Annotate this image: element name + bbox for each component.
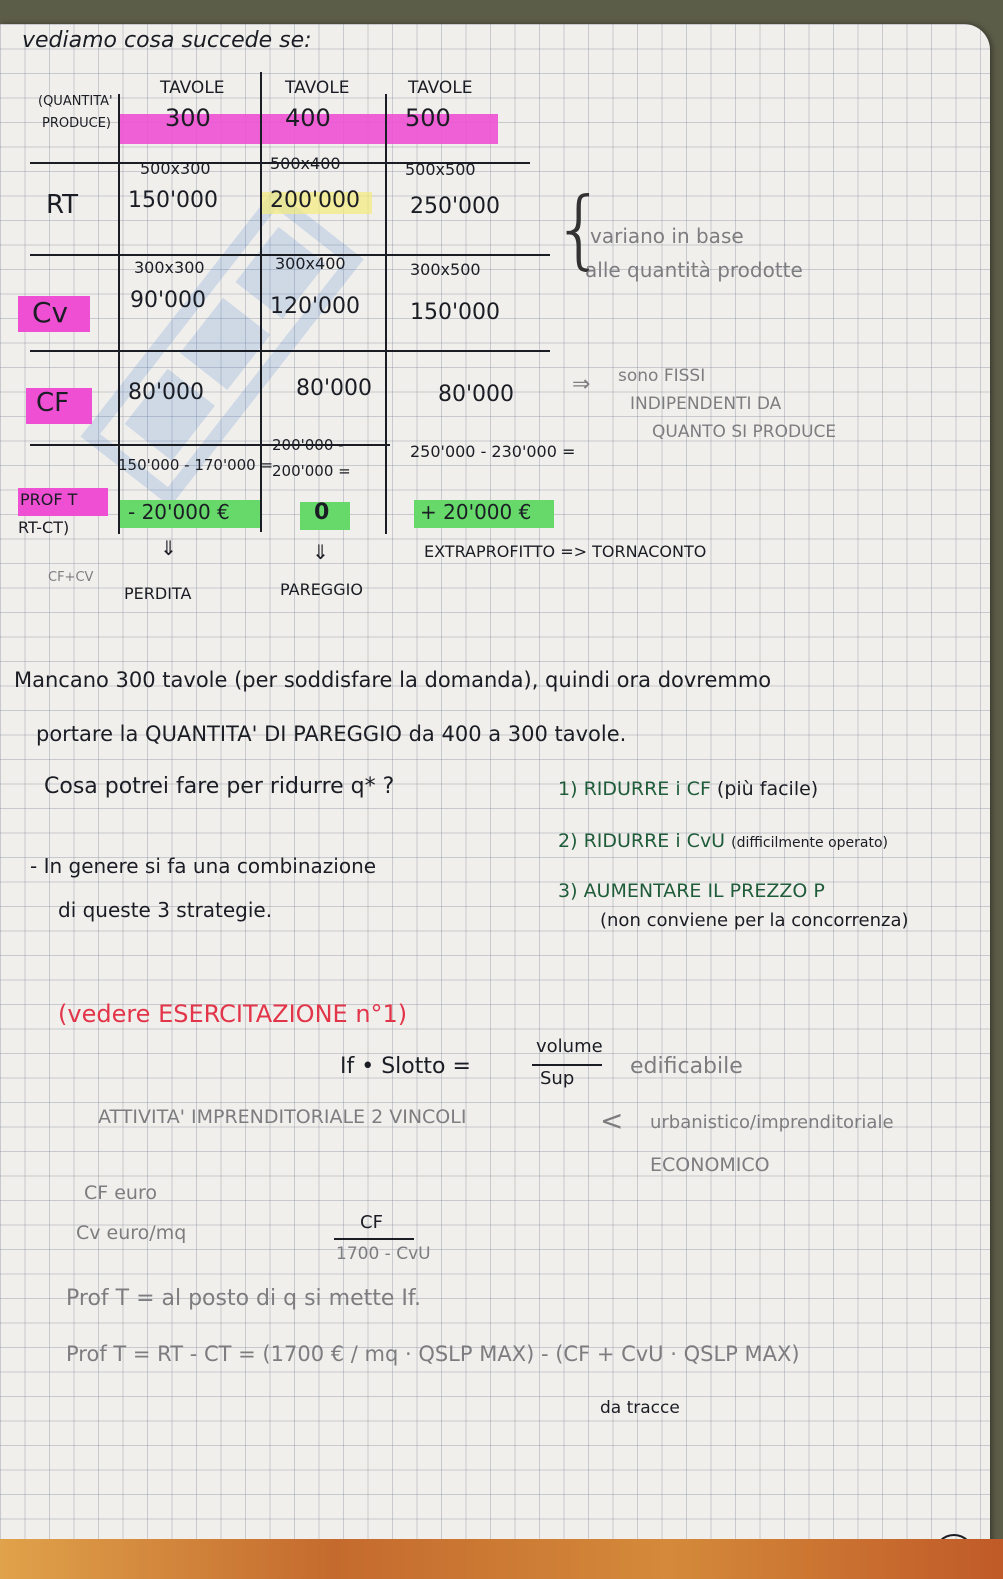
outcome-1: PERDITA [124, 584, 192, 603]
fixed-note-2: INDIPENDENTI DA [630, 394, 782, 414]
profit-formula-3: 250'000 - 230'000 = [410, 442, 576, 461]
rt-value-3: 250'000 [410, 194, 501, 219]
profit-value-2: 0 [314, 500, 330, 525]
profit-formula-2: 200'000 - 200'000 = [272, 436, 351, 480]
strategy-1 [558, 778, 818, 800]
intro-text: vediamo cosa succede se: [22, 28, 312, 53]
cf-unit: CF euro [84, 1182, 157, 1204]
table-divider [385, 94, 387, 534]
cv-value-2: 120'000 [270, 294, 361, 319]
down-arrow-icon: ⇓ [312, 540, 329, 564]
fixed-note-1: sono FISSI [618, 366, 706, 386]
vincolo-1: urbanistico/imprenditoriale [650, 1112, 894, 1133]
if-formula-den: Sup [540, 1068, 575, 1089]
profit-label-formula: RT-CT) [18, 518, 70, 537]
notebook-page [0, 24, 990, 1579]
column-value-2: 400 [285, 104, 331, 132]
strategy-2-text: RIDURRE i CvU [583, 830, 726, 852]
rt-formula-1: 500x300 [140, 159, 211, 178]
paragraph-line-3: Cosa potrei fare per ridurre q* ? [44, 774, 395, 799]
if-formula-num: volume [536, 1036, 603, 1057]
strategy-2-num: 2) [558, 830, 578, 852]
combination-line-1: - In genere si fa una combinazione [30, 854, 377, 878]
profit-label-note: CF+CV [48, 570, 94, 585]
rt-formula-3: 500x500 [405, 160, 476, 179]
exercise-reference: (vedere ESERCITAZIONE n°1) [58, 1000, 408, 1028]
cv-formula-3: 300x500 [410, 260, 481, 279]
cv-unit: Cv euro/mq [76, 1222, 187, 1244]
cf-label: CF [36, 388, 70, 418]
strategy-3-note: (non conviene per la concorrenza) [600, 910, 909, 931]
quantity-label: (QUANTITA' [38, 94, 113, 109]
if-formula-left: If • Slotto = [340, 1054, 471, 1079]
break-even-den: 1700 - CvU [336, 1244, 431, 1264]
profit-label: PROF T [20, 490, 78, 509]
background-surface [0, 1539, 1003, 1579]
prof-line-2: Prof T = RT - CT = (1700 € / mq · QSLP MAX) - (CF + CvU · QSLP MAX) [66, 1342, 800, 1366]
column-title-3: TAVOLE [408, 78, 473, 98]
column-title-2: TAVOLE [285, 78, 350, 98]
rt-formula-2: 500x400 [270, 154, 341, 173]
variable-note-2: alle quantità prodotte [585, 258, 803, 282]
cv-formula-2: 300x400 [275, 254, 346, 273]
down-arrow-icon: ⇓ [160, 536, 177, 560]
if-formula-right: edificabile [630, 1054, 743, 1079]
vincolo-2: ECONOMICO [650, 1154, 770, 1176]
column-title-1: TAVOLE [160, 78, 225, 98]
activity-text: ATTIVITA' IMPRENDITORIALE 2 VINCOLI [98, 1106, 467, 1128]
column-value-1: 300 [165, 104, 211, 132]
prof-line-1: Prof T = al posto di q si mette If. [66, 1286, 422, 1311]
break-even-num: CF [360, 1212, 383, 1233]
cv-value-1: 90'000 [130, 288, 207, 313]
fraction-bar [532, 1064, 602, 1066]
strategy-3-num: 3) [558, 880, 578, 902]
rt-value-1: 150'000 [128, 188, 219, 213]
variable-note-1: variano in base [590, 224, 744, 248]
profit-formula-1: 150'000 - 170'000 = [118, 456, 274, 474]
vincolo-brace-icon: < [600, 1104, 624, 1137]
outcome-2: PAREGGIO [280, 580, 363, 599]
brace-icon: { [552, 179, 607, 279]
produced-label: PRODUCE) [42, 116, 111, 131]
cf-value-3: 80'000 [438, 382, 515, 407]
cf-value-1: 80'000 [128, 380, 205, 405]
prof-note: da tracce [600, 1398, 680, 1418]
strategy-2 [558, 830, 888, 852]
paragraph-line-1: Mancano 300 tavole (per soddisfare la domanda), quindi ora dovremmo [14, 668, 772, 692]
strategy-1-num: 1) [558, 778, 578, 800]
outcome-3: EXTRAPROFITTO => TORNACONTO [424, 542, 707, 561]
strategy-1-text: RIDURRE i CF [583, 778, 711, 800]
strategy-3-text: AUMENTARE IL PREZZO P [583, 880, 825, 902]
fraction-bar [334, 1238, 414, 1240]
cv-label: Cv [32, 296, 69, 329]
paragraph-line-2: portare la QUANTITA' DI PAREGGIO da 400 a 300 tavole. [36, 722, 627, 746]
strategy-2-note: (difficilmente operato) [731, 835, 888, 851]
table-divider [30, 350, 550, 352]
cv-formula-1: 300x300 [134, 258, 205, 277]
rt-value-2: 200'000 [270, 188, 361, 213]
column-value-3: 500 [405, 104, 451, 132]
combination-line-2: di queste 3 strategie. [58, 898, 273, 922]
arrow-icon: ⇒ [572, 372, 591, 397]
cv-value-3: 150'000 [410, 300, 501, 325]
strategy-1-note: (più facile) [716, 778, 819, 800]
rt-label: RT [46, 190, 79, 220]
profit-value-1: - 20'000 € [128, 500, 230, 524]
profit-value-3: + 20'000 € [420, 500, 532, 524]
fixed-note-3: QUANTO SI PRODUCE [652, 422, 837, 442]
cf-value-2: 80'000 [296, 376, 373, 401]
strategy-3 [558, 880, 825, 902]
